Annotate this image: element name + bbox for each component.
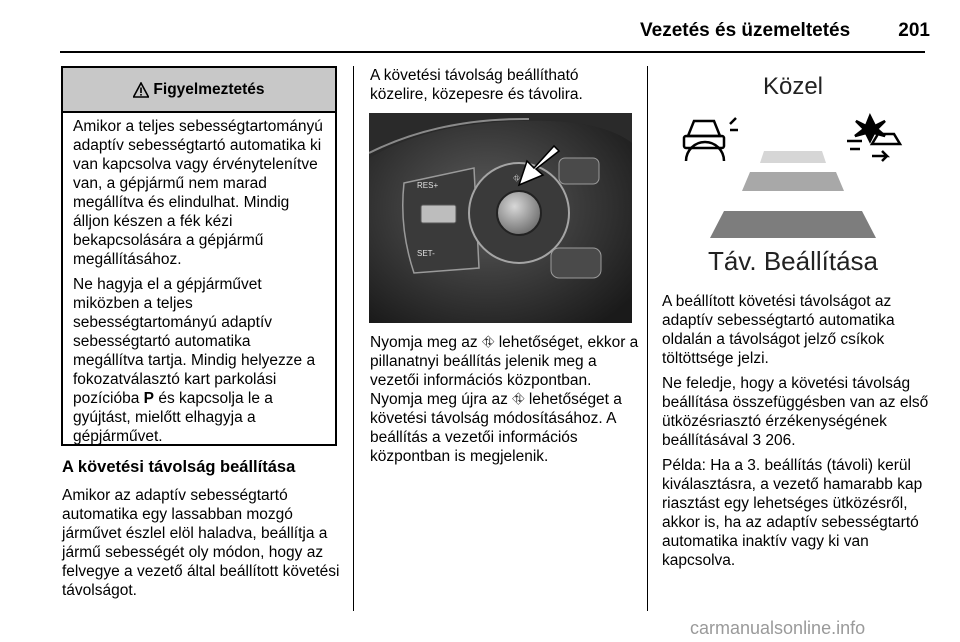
steering-wheel-photo xyxy=(369,113,632,323)
distance-symbol: ⛗ xyxy=(513,173,521,183)
distance-bar-3 xyxy=(710,211,876,238)
res-label: RES+ xyxy=(417,181,439,190)
display-bottom-label: Táv. Beállítása xyxy=(707,246,879,276)
section-heading: A követési távolság beállítása xyxy=(62,458,296,476)
section-paragraph: Amikor az adaptív sebességtartó automatika egy lassabban mozgó járművet észlel elöl haladva, beállítja a jármű sebességét oly módon, hogy az felvegye a vezető által beállított követési távolságot. xyxy=(62,487,340,599)
warning-header xyxy=(63,68,335,113)
column2-text xyxy=(370,333,640,466)
page-header xyxy=(640,8,930,48)
distance-bar-2 xyxy=(742,172,844,191)
column3-paragraph-2: Ne feledje, hogy a követési távolság beállítása összefüggésben van az első ütközésriasztó érzékenységének beállításával 3 206. xyxy=(662,375,929,449)
distance-bar-1 xyxy=(760,151,826,163)
column3-paragraph-3: Példa: Ha a 3. beállítás (távoli) kerül kiválasztásra, a vezető hamarabb kap riasztást egy lehetséges ütközésről, akkor is, ha az adaptív sebességtartó automatika inaktív vagy ki van kapcsolva. xyxy=(662,457,923,569)
watermark: carmanualsonline.info xyxy=(690,618,866,638)
following-distance-display xyxy=(662,66,924,278)
warning-paragraph-2 xyxy=(73,275,325,446)
set-label: SET- xyxy=(417,249,435,258)
column2-paragraph-1: Nyomja meg az ⛗ lehetőséget, ekkor a pillanatnyi beállítás jelenik meg a vezetői információs központban. xyxy=(370,334,639,389)
warning-paragraph-1: Amikor a teljes sebességtartományú adaptív sebességtartó automatika ki van kapcsolva vagy érvénytelenítve van, a gépjármű nem marad megállítva és elindulhat. Mindig álljon készen a fék kézi bekapcsolására a gépjármű megállításához. xyxy=(73,118,323,268)
display-top-label: Közel xyxy=(762,73,824,100)
intro-paragraph: A követési távolság beállítható közelire, közepesre és távolira. xyxy=(370,67,583,103)
warning-triangle-icon xyxy=(133,82,149,98)
warning-title: Figyelmeztetés xyxy=(153,80,265,98)
column-divider-1 xyxy=(353,66,354,611)
warning-paragraph-2-end: és kapcsolja le a gyújtást, mielőtt elhagyja a gépjárművet. xyxy=(73,390,273,445)
section-text xyxy=(62,486,342,600)
page-title: Vezetés és üzemeltetés xyxy=(640,20,851,41)
page-number: 201 xyxy=(898,20,930,41)
warning-paragraph-2-start: Ne hagyja el a gépjárművet miközben a teljes sebességtartományú adaptív sebességtartó automatika megállítva tartja. Mindig helyezze a fokozatválasztó kart parkolási pozícióba xyxy=(73,276,316,407)
column2-paragraph-2: Nyomja meg újra az ⛗ lehetőséget a követési távolság módosításához. A beállítás a vezetői információs központban is megjelenik. xyxy=(370,391,622,465)
header-rule xyxy=(60,51,925,53)
column3-paragraph-1: A beállított követési távolságot az adaptív sebességtartó automatika oldalán a távolságot jelző csíkok töltöttsége jelzi. xyxy=(662,293,895,367)
column3-text xyxy=(662,292,932,576)
warning-body xyxy=(63,113,335,446)
column2-intro xyxy=(370,66,640,104)
column-divider-2 xyxy=(647,66,648,611)
park-position-label: P xyxy=(143,390,155,407)
warning-box xyxy=(61,66,337,446)
